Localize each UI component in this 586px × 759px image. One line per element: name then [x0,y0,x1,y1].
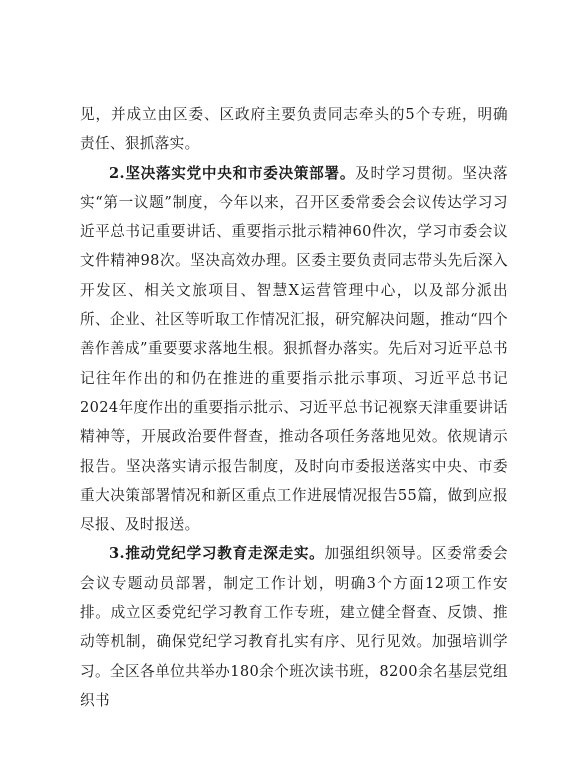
paragraph-2-text: 及时学习贯彻。坚决落实“第一议题”制度，今年以来，召开区委常委会会议传达学习习近平总书记重要讲话、重要指示批示精神60件次，学习市委会议文件精神98次。坚决高效办理。区委主要负责同志带头先后深入开发区、相关文旅项目、智慧X运营管理中心，以及部分派出所、企业、社区等听取工作情况汇报，研究解决问题，推动“四个善作善成”重要要求落地生根。狠抓督办落实。先后对习近平总书记往年作出的和仍在推进的重要指示批示事项、习近平总书记2024年度作出的重要指示批示、习近平总书记视察天津重要讲话精神等，开展政治要件督查，推动各项任务落地见效。依规请示报告。坚决落实请示报告制度，及时向市委报送落实中央、市委重大决策部署情况和新区重点工作进展情况报告55篇，做到应报尽报、及时报送。 [80,164,508,534]
paragraph-3-text: 加强组织领导。区委常委会会议专题动员部署，制定工作计划，明确3个方面12项工作安排。成立区委党纪学习教育工作专班，建立健全督查、反馈、推动等机制，确保党纪学习教育扎实有序、见行见效。加强培训学习。全区各单位共举办180余个班次读书班，8200余名基层党组织书 [80,545,508,709]
paragraph-2 [80,159,508,540]
document-body [80,100,508,715]
paragraph-1 [80,100,508,159]
paragraph-1-text: 见，并成立由区委、区政府主要负责同志牵头的5个专班，明确责任、狠抓落实。 [80,106,508,153]
paragraph-3-heading: 3.推动党纪学习教育走深走实。 [109,545,325,563]
paragraph-3 [80,539,508,715]
paragraph-2-heading: 2.坚决落实党中央和市委决策部署。 [109,164,356,182]
